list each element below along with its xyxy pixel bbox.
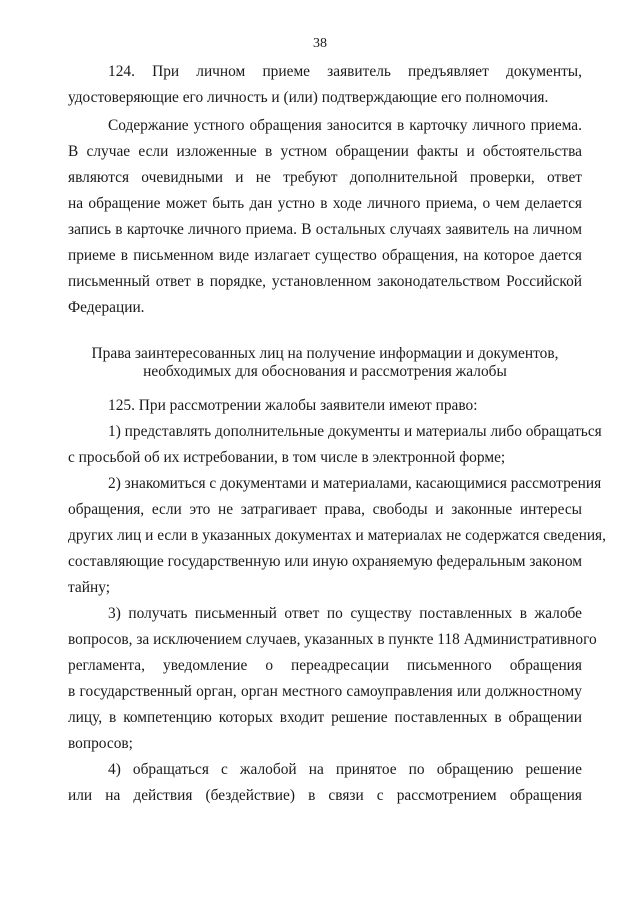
page-number: 38 bbox=[313, 36, 327, 51]
paragraph-line: 2) знакомиться с документами и материалами, касающимися рассмотрения bbox=[108, 475, 602, 492]
paragraph-line: вопросов, за исключением случаев, указанных в пункте 118 Административного bbox=[68, 631, 597, 648]
paragraph-line: удостоверяющие его личность и (или) подтверждающие его полномочия. bbox=[68, 89, 549, 106]
paragraph-line: других лиц и если в указанных документах и материалах не содержатся сведения, bbox=[68, 527, 606, 544]
paragraph-line: тайну; bbox=[68, 579, 110, 596]
paragraph-line: составляющие государственную или иную охраняемую федеральным законом bbox=[68, 553, 582, 570]
paragraph-line: В случае если изложенные в устном обращении факты и обстоятельства bbox=[68, 143, 582, 160]
paragraph-line: запись в карточке личного приема. В остальных случаях заявитель на личном bbox=[68, 221, 582, 238]
paragraph-line: в государственный орган, орган местного самоуправления или должностному bbox=[68, 683, 582, 700]
paragraph-line: лицу, в компетенцию которых входит решение поставленных в обращении bbox=[68, 709, 582, 726]
paragraph-line: письменный ответ в порядке, установленном законодательством Российской bbox=[68, 273, 582, 290]
paragraph-line: или на действия (бездействие) в связи с рассмотрением обращения bbox=[68, 787, 582, 804]
paragraph-line: на обращение может быть дан устно в ходе личного приема, о чем делается bbox=[68, 195, 582, 212]
paragraph-line: являются очевидными и не требуют дополнительной проверки, ответ bbox=[68, 169, 582, 186]
paragraph-line: Содержание устного обращения заносится в карточку личного приема. bbox=[108, 117, 582, 134]
paragraph-line: вопросов; bbox=[68, 735, 133, 752]
paragraph-line: 125. При рассмотрении жалобы заявители имеют право: bbox=[108, 397, 478, 414]
paragraph-line: 4) обращаться с жалобой на принятое по обращению решение bbox=[108, 761, 582, 778]
section-heading-line: необходимых для обоснования и рассмотрения жалобы bbox=[143, 363, 507, 380]
paragraph-line: приеме в письменном виде излагает существо обращения, на которое дается bbox=[68, 247, 582, 264]
paragraph-line: Федерации. bbox=[68, 299, 145, 316]
paragraph-line: регламента, уведомление о переадресации письменного обращения bbox=[68, 657, 582, 674]
paragraph-line: с просьбой об их истребовании, в том числе в электронной форме; bbox=[68, 449, 506, 466]
paragraph-line: обращения, если это не затрагивает права, свободы и законные интересы bbox=[68, 501, 582, 518]
paragraph-line: 124. При личном приеме заявитель предъявляет документы, bbox=[108, 63, 582, 80]
section-heading-line: Права заинтересованных лиц на получение информации и документов, bbox=[91, 345, 559, 362]
paragraph-line: 3) получать письменный ответ по существу поставленных в жалобе bbox=[108, 605, 582, 622]
paragraph-line: 1) представлять дополнительные документы и материалы либо обращаться bbox=[108, 423, 602, 440]
